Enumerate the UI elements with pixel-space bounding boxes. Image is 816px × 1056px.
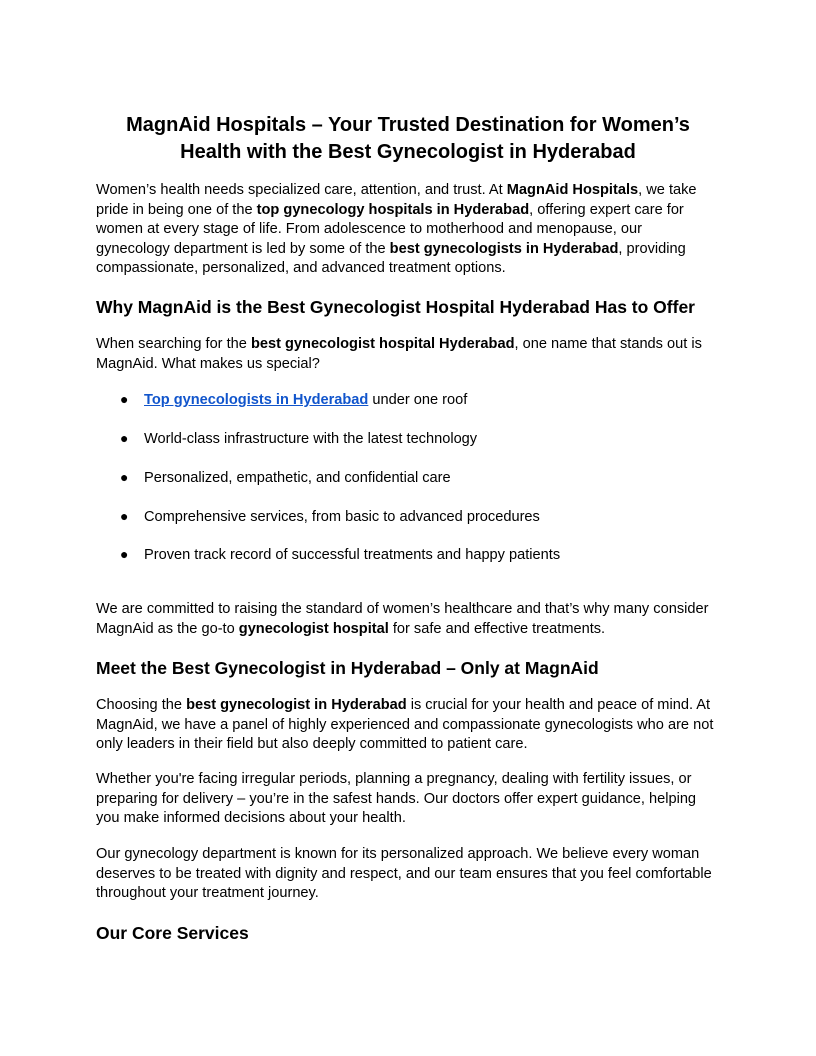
meet-bold: best gynecologist in Hyderabad xyxy=(186,697,407,713)
intro-text: , offering expert care for xyxy=(529,201,684,218)
page-title xyxy=(96,112,720,166)
intro-paragraph xyxy=(96,181,720,279)
why-text: , one name that stands out is xyxy=(514,336,702,352)
meet-paragraph-2 xyxy=(96,770,720,829)
commitment-text: We are committed to raising the standard of women’s healthcare and that’s why many consider xyxy=(96,601,709,617)
list-item-text: Comprehensive services, from basic to advanced procedures xyxy=(144,509,540,525)
bullet-icon: ● xyxy=(120,391,129,407)
bullet-icon: ● xyxy=(120,469,129,485)
list-item-text: Proven track record of successful treatments and happy patients xyxy=(144,547,561,563)
list-item xyxy=(120,390,467,410)
meet-paragraph-1 xyxy=(96,696,720,755)
intro-text: Women’s health needs specialized care, attention, and trust. At xyxy=(96,182,507,198)
meet-text: deserves to be treated with dignity and respect, and our team ensures that you feel comfortable xyxy=(96,865,712,882)
why-text: MagnAid. What makes us special? xyxy=(96,355,320,372)
meet-text: MagnAid, we have a panel of highly experienced and compassionate gynecologists who are not xyxy=(96,716,714,733)
title-line-2: Health with the Best Gynecologist in Hyderabad xyxy=(180,141,636,163)
list-item-text: under one roof xyxy=(368,392,468,408)
list-item xyxy=(120,429,477,449)
list-item xyxy=(120,507,540,527)
intro-bold: top gynecology hospitals in Hyderabad xyxy=(256,201,530,218)
intro-text: , we take xyxy=(638,182,697,198)
commitment-text: MagnAid as the go-to xyxy=(96,620,239,637)
list-item-text: World-class infrastructure with the latest technology xyxy=(144,431,478,447)
section-heading-core-services: Our Core Services xyxy=(96,923,249,943)
meet-text: throughout your treatment journey. xyxy=(96,885,319,901)
why-paragraph xyxy=(96,335,720,374)
why-text: When searching for the xyxy=(96,336,251,352)
intro-text: compassionate, personalized, and advanced treatment options. xyxy=(96,260,506,276)
meet-text: you make informed decisions about your health. xyxy=(96,810,406,826)
meet-text: only leaders in their field but also deeply committed to patient care. xyxy=(96,736,528,752)
top-gynecologists-link[interactable]: Top gynecologists in Hyderabad xyxy=(144,392,369,408)
why-bold: best gynecologist hospital Hyderabad xyxy=(250,336,515,352)
meet-text: Choosing the xyxy=(96,697,187,713)
commitment-paragraph xyxy=(96,600,720,639)
section-heading-meet: Meet the Best Gynecologist in Hyderabad – Only at MagnAid xyxy=(96,658,599,678)
meet-paragraph-3 xyxy=(96,845,720,904)
commitment-text: for safe and effective treatments. xyxy=(388,620,606,637)
list-item xyxy=(120,468,451,488)
meet-text: Whether you're facing irregular periods, planning a pregnancy, dealing with fertility issues, or xyxy=(96,771,692,787)
intro-text: gynecology department is led by some of the xyxy=(96,240,390,257)
intro-text: , providing xyxy=(618,240,686,257)
commitment-bold: gynecologist hospital xyxy=(238,620,389,637)
bullet-icon: ● xyxy=(120,430,129,446)
meet-text: preparing for delivery – you’re in the safest hands. Our doctors offer expert guidance, helping xyxy=(96,790,697,807)
intro-text: women at every stage of life. From adolescence to motherhood and menopause, our xyxy=(96,221,642,237)
list-item xyxy=(120,545,560,565)
bullet-icon: ● xyxy=(120,508,129,524)
intro-bold: MagnAid Hospitals xyxy=(506,182,639,198)
section-heading-why: Why MagnAid is the Best Gynecologist Hospital Hyderabad Has to Offer xyxy=(96,297,695,317)
bullet-icon: ● xyxy=(120,546,129,562)
list-item-text: Personalized, empathetic, and confidential care xyxy=(144,470,451,486)
intro-text: pride in being one of the xyxy=(96,201,257,218)
title-line-1: MagnAid Hospitals – Your Trusted Destination for Women’s xyxy=(126,114,690,136)
meet-text: is crucial for your health and peace of mind. At xyxy=(406,697,711,713)
intro-bold: best gynecologists in Hyderabad xyxy=(389,240,619,257)
meet-text: Our gynecology department is known for its personalized approach. We believe every woman xyxy=(96,846,700,862)
